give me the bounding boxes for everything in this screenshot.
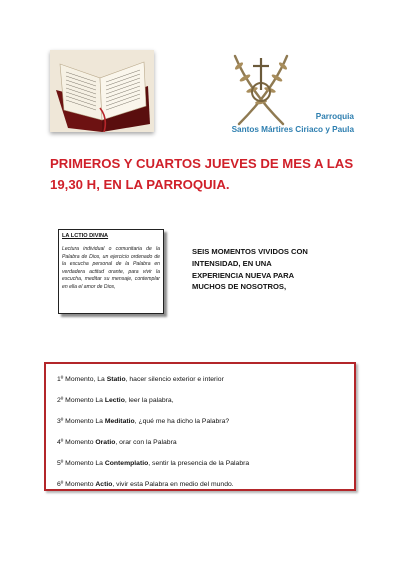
- parish-name: [232, 110, 354, 136]
- parish-line-2: Santos Mártires Ciriaco y Paula: [231, 125, 354, 134]
- seis-line-4: MUCHOS DE NOSOTROS,: [192, 282, 287, 292]
- headline: PRIMEROS Y CUARTOS JUEVES DE MES A LAS 19,30 H, EN LA PARROQUIA.: [50, 156, 354, 192]
- moment-item: 5º Momento La Contemplatio, sentir la presencia de la Palabra: [57, 460, 250, 467]
- bible-photo: [50, 50, 154, 132]
- seis-momentos-text: [192, 246, 350, 293]
- lectio-text: Lectura individual o comunitaria de la Palabra de Dios, un ejercicio ordenado de la escucha personal de la Palabra en verdadera actitud orante, para vivir la escucha, meditar su mensaje, contemplar en ella el amor de Dios,: [62, 246, 160, 290]
- moment-item: 1º Momento, La Statio, hacer silencio exterior e interior: [57, 376, 224, 383]
- parish-line-1: Parroquia: [315, 112, 354, 121]
- seis-line-2: INTENSIDAD, EN UNA: [192, 258, 272, 268]
- moment-item: 2º Momento La Lectio, leer la palabra,: [57, 397, 174, 404]
- moment-item: 6º Momento Actio, vivir esta Palabra en medio del mundo.: [57, 481, 234, 488]
- moments-list-box: [44, 362, 356, 491]
- open-bible-image: [50, 50, 154, 132]
- lectio-title: LA LCTIO DIVINA: [62, 233, 109, 239]
- moment-item: 4º Momento Oratio, orar con la Palabra: [57, 439, 177, 446]
- seis-line-3: EXPERIENCIA NUEVA PARA: [192, 270, 295, 280]
- seis-line-1: SEIS MOMENTOS VIVIDOS CON: [192, 247, 308, 256]
- moment-item: 3º Momento La Meditatio, ¿qué me ha dicho la Palabra?: [57, 418, 230, 425]
- lectio-divina-box: [58, 229, 164, 314]
